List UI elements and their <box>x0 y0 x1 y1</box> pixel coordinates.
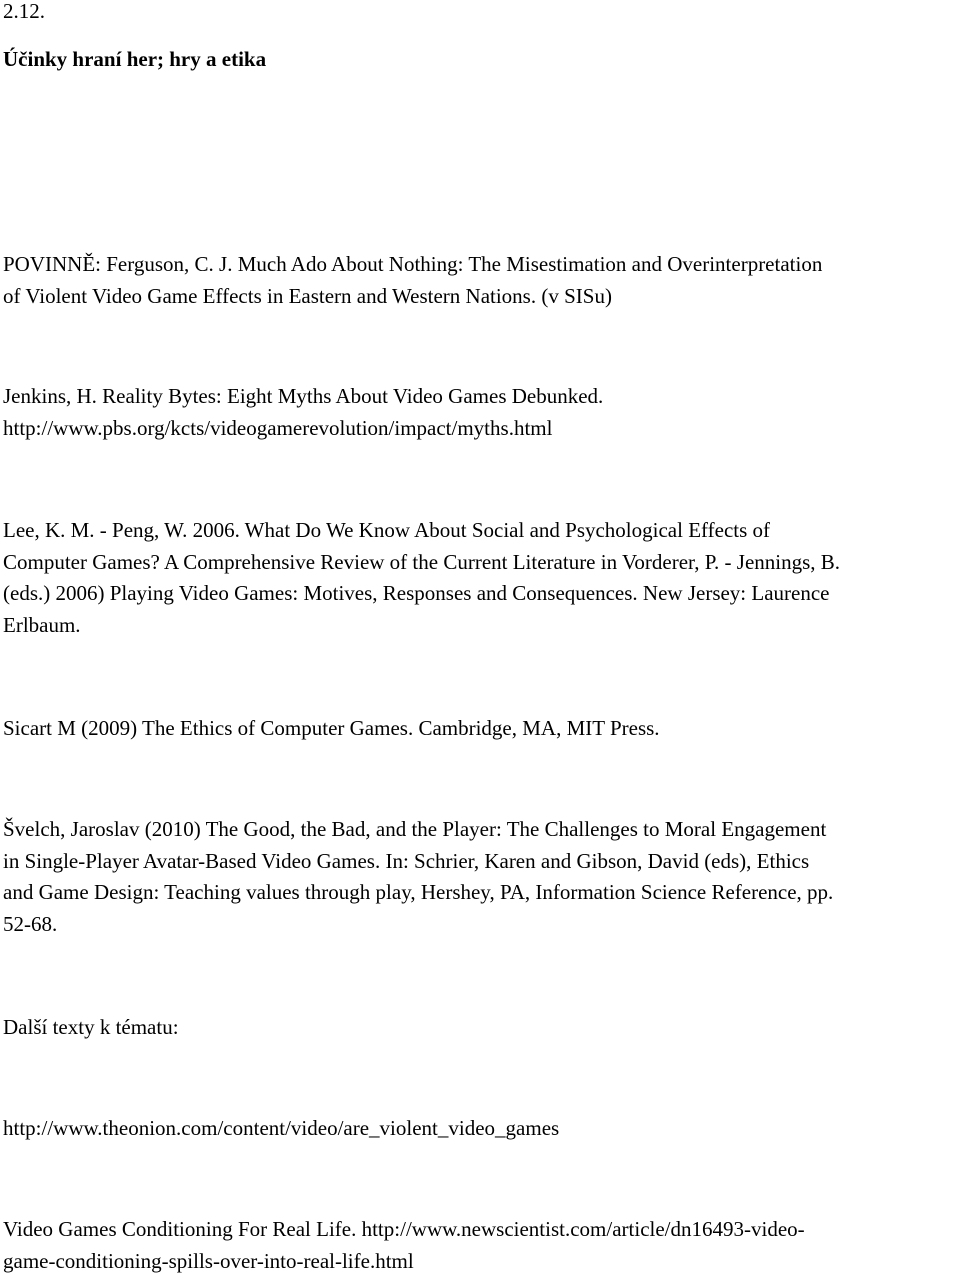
reading-entry-jenkins <box>3 381 948 444</box>
link-line[interactable]: game-conditioning-spills-over-into-real-life.html <box>3 1246 948 1277</box>
entry-line: POVINNĚ: Ferguson, C. J. Much Ado About Nothing: The Misestimation and Overinterpretation <box>3 249 948 281</box>
entry-line: Švelch, Jaroslav (2010) The Good, the Bad, and the Player: The Challenges to Moral Engagement <box>3 814 948 846</box>
entry-line: of Violent Video Game Effects in Eastern and Western Nations. (v SISu) <box>3 281 948 313</box>
further-reading-link-onion[interactable] <box>3 1113 948 1145</box>
entry-line: Jenkins, H. Reality Bytes: Eight Myths About Video Games Debunked. <box>3 381 948 413</box>
entry-url[interactable]: http://www.pbs.org/kcts/videogamerevolution/impact/myths.html <box>3 413 948 445</box>
entry-line: (eds.) 2006) Playing Video Games: Motives, Responses and Consequences. New Jersey: Laurence <box>3 578 948 610</box>
further-reading-link-newscientist[interactable] <box>3 1214 948 1277</box>
reading-entry-sicart <box>3 713 948 745</box>
entry-line: Computer Games? A Comprehensive Review of the Current Literature in Vorderer, P. - Jennings, B. <box>3 547 948 579</box>
entry-line: 52-68. <box>3 909 948 941</box>
section-title: Účinky hraní her; hry a etika <box>3 44 948 76</box>
entry-line: Erlbaum. <box>3 610 948 642</box>
entry-line: Sicart M (2009) The Ethics of Computer Games. Cambridge, MA, MIT Press. <box>3 713 948 745</box>
entry-line: in Single-Player Avatar-Based Video Games. In: Schrier, Karen and Gibson, David (eds), Ethics <box>3 846 948 878</box>
link-line[interactable]: Video Games Conditioning For Real Life. http://www.newscientist.com/article/dn16493-video- <box>3 1214 948 1246</box>
entry-line: and Game Design: Teaching values through play, Hershey, PA, Information Science Reference, pp. <box>3 877 948 909</box>
further-reading-heading: Další texty k tématu: <box>3 1012 948 1044</box>
link-url[interactable]: http://www.theonion.com/content/video/are_violent_video_games <box>3 1113 948 1145</box>
reading-entry-ferguson <box>3 249 948 312</box>
entry-line: Lee, K. M. - Peng, W. 2006. What Do We Know About Social and Psychological Effects of <box>3 515 948 547</box>
section-number: 2.12. <box>3 0 948 28</box>
reading-entry-svelch <box>3 814 948 940</box>
reading-entry-lee-peng <box>3 515 948 641</box>
